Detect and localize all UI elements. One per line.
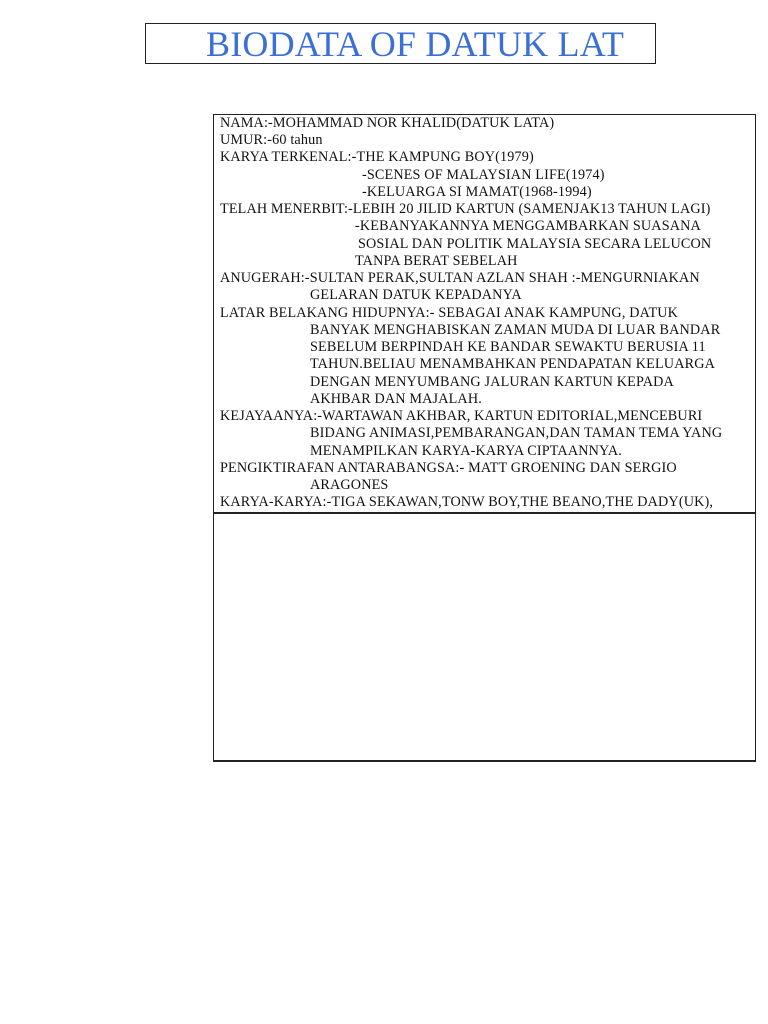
bio-line-latar-belakang-6: AKHBAR DAN MAJALAH. bbox=[310, 391, 482, 407]
bio-line-pengiktirafan-2: ARAGONES bbox=[310, 477, 389, 493]
bio-line-karya-karya: KARYA-KARYA:-TIGA SEKAWAN,TONW BOY,THE BEANO,THE DADY(UK), bbox=[220, 494, 714, 510]
bio-line-telah-menerbit-3: SOSIAL DAN POLITIK MALAYSIA SECARA LELUCON bbox=[358, 236, 712, 252]
title-box bbox=[145, 23, 656, 64]
bio-line-karya-terkenal-3: -KELUARGA SI MAMAT(1968-1994) bbox=[362, 184, 592, 200]
bio-line-anugerah-2: GELARAN DATUK KEPADANYA bbox=[310, 287, 522, 303]
bio-line-telah-menerbit: TELAH MENERBIT:-LEBIH 20 JILID KARTUN (SAMENJAK13 TAHUN LAGI) bbox=[220, 201, 711, 217]
bio-line-pengiktirafan: PENGIKTIRAFAN ANTARABANGSA:- MATT GROENING DAN SERGIO bbox=[220, 460, 677, 476]
bio-line-latar-belakang-5: DENGAN MENYUMBANG JALURAN KARTUN KEPADA bbox=[310, 374, 674, 390]
bio-line-kejayaan: KEJAYAANYA:-WARTAWAN AKHBAR, KARTUN EDITORIAL,MENCEBURI bbox=[220, 408, 703, 424]
bio-line-nama: NAMA:-MOHAMMAD NOR KHALID(DATUK LATA) bbox=[220, 115, 555, 131]
biodata-box bbox=[213, 114, 756, 514]
bio-line-latar-belakang-2: BANYAK MENGHABISKAN ZAMAN MUDA DI LUAR BANDAR bbox=[310, 322, 721, 338]
bio-line-umur: UMUR:-60 tahun bbox=[220, 132, 323, 148]
bio-line-anugerah: ANUGERAH:-SULTAN PERAK,SULTAN AZLAN SHAH :-MENGURNIAKAN bbox=[220, 270, 700, 286]
bio-line-karya-terkenal-2: -SCENES OF MALAYSIAN LIFE(1974) bbox=[362, 167, 605, 183]
bio-line-latar-belakang-4: TAHUN.BELIAU MENAMBAHKAN PENDAPATAN KELUARGA bbox=[310, 356, 715, 372]
empty-box bbox=[213, 512, 756, 762]
bio-line-kejayaan-3: MENAMPILKAN KARYA-KARYA CIPTAANNYA. bbox=[310, 443, 622, 459]
bio-line-kejayaan-2: BIDANG ANIMASI,PEMBARANGAN,DAN TAMAN TEMA YANG bbox=[310, 425, 723, 441]
bio-line-latar-belakang: LATAR BELAKANG HIDUPNYA:- SEBAGAI ANAK KAMPUNG, DATUK bbox=[220, 305, 679, 321]
bio-line-telah-menerbit-2: -KEBANYAKANNYA MENGGAMBARKAN SUASANA bbox=[355, 218, 701, 234]
bio-line-latar-belakang-3: SEBELUM BERPINDAH KE BANDAR SEWAKTU BERUSIA 11 bbox=[310, 339, 706, 355]
bio-line-telah-menerbit-4: TANPA BERAT SEBELAH bbox=[355, 253, 518, 269]
document-title: BIODATA OF DATUK LAT bbox=[206, 24, 625, 64]
bio-line-karya-terkenal: KARYA TERKENAL:-THE KAMPUNG BOY(1979) bbox=[220, 149, 534, 165]
